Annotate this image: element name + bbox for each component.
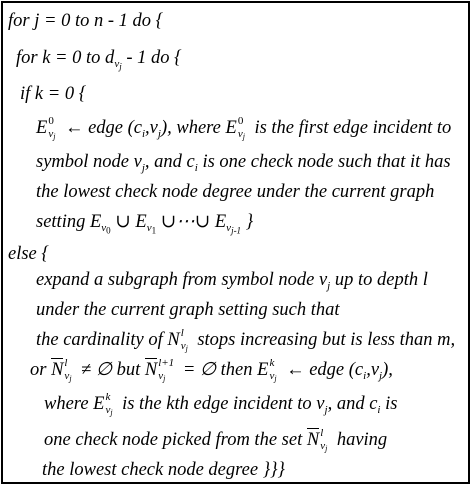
super-sub-stack: l vj bbox=[64, 357, 72, 383]
subscript: i bbox=[194, 161, 198, 174]
line-text: symbol node v bbox=[36, 152, 142, 172]
line-text: under the current graph setting such that bbox=[36, 300, 340, 320]
line-text: , and c bbox=[327, 394, 378, 414]
line-text: - 1 do { bbox=[121, 48, 182, 68]
line-for-j bbox=[8, 10, 163, 32]
line-lowest-degree-end bbox=[42, 459, 285, 481]
super-sub-stack: l+1 vj bbox=[158, 357, 175, 383]
line-text: ), bbox=[382, 360, 393, 380]
line-text: stops increasing but is less than m, bbox=[192, 330, 456, 350]
line-text: or bbox=[30, 360, 52, 380]
line-text: } bbox=[241, 212, 254, 232]
line-text: ≠ ∅ but bbox=[76, 360, 145, 380]
line-text: having bbox=[332, 430, 388, 450]
line-under-setting bbox=[36, 299, 340, 321]
line-text: up to depth l bbox=[330, 270, 428, 290]
subscript: v0 bbox=[101, 221, 111, 236]
line-lowest-degree bbox=[36, 181, 434, 203]
line-text: for k = 0 to d bbox=[16, 48, 115, 68]
algorithm-box bbox=[1, 1, 470, 484]
line-expand-subgraph bbox=[36, 269, 428, 291]
line-if-k bbox=[20, 83, 86, 105]
subscript: i bbox=[141, 127, 146, 140]
line-text: one check node picked from the set bbox=[44, 430, 307, 450]
line-cardinality bbox=[36, 329, 455, 351]
line-text: is bbox=[380, 394, 398, 414]
subscript: i bbox=[377, 403, 381, 416]
line-for-k bbox=[16, 47, 182, 72]
super-sub-stack: l vj bbox=[180, 327, 188, 353]
line-text: for j = 0 to n - 1 do { bbox=[8, 11, 164, 31]
line-text: ∪⋯∪ E bbox=[156, 212, 227, 232]
subscript: j bbox=[327, 279, 331, 292]
line-text: is one check node such that it has bbox=[197, 152, 451, 172]
line-text: setting E bbox=[36, 212, 102, 232]
subscript: j bbox=[379, 369, 383, 382]
super-sub-stack: l vj bbox=[320, 427, 328, 453]
subscript: vj bbox=[114, 57, 122, 72]
line-symbol-node bbox=[36, 151, 451, 173]
subscript: v1 bbox=[146, 221, 157, 236]
super-sub-stack: k vj bbox=[269, 357, 277, 383]
line-text: else { bbox=[8, 244, 49, 264]
super-sub-stack: 0 vj bbox=[237, 115, 245, 141]
super-sub-stack: 0 vj bbox=[48, 115, 56, 141]
line-text: = ∅ then E bbox=[178, 360, 269, 380]
line-text: the lowest check node degree under the current graph bbox=[36, 182, 435, 202]
line-or-condition bbox=[30, 359, 393, 381]
line-text: ∪ E bbox=[110, 212, 147, 232]
math-symbol-overlined: N bbox=[51, 360, 64, 380]
subscript: vj-1 bbox=[226, 221, 242, 236]
line-else bbox=[8, 243, 49, 265]
line-setting bbox=[36, 211, 254, 236]
math-symbol-overlined: N bbox=[306, 430, 320, 450]
line-text: the lowest check node degree }}} bbox=[42, 460, 285, 480]
line-text: is the kth edge incident to v bbox=[117, 394, 325, 414]
line-text: where E bbox=[44, 394, 105, 414]
subscript: j bbox=[324, 403, 328, 416]
line-text: ← edge (c bbox=[281, 360, 364, 380]
line-text: ), where E bbox=[160, 118, 237, 138]
math-symbol: E bbox=[36, 118, 48, 138]
line-text: is the first edge incident to bbox=[249, 118, 452, 138]
line-text: ,v bbox=[366, 360, 380, 380]
subscript: j bbox=[141, 161, 145, 174]
subscript: i bbox=[363, 369, 367, 382]
line-check-node-picked bbox=[44, 429, 387, 451]
line-text: , and c bbox=[144, 152, 195, 172]
subscript: j bbox=[157, 127, 161, 140]
line-edge-assign-first bbox=[36, 117, 451, 139]
line-where-kth-edge bbox=[44, 393, 397, 415]
line-text: expand a subgraph from symbol node v bbox=[36, 270, 328, 290]
line-text: if k = 0 { bbox=[20, 84, 87, 104]
line-text: the cardinality of N bbox=[36, 330, 180, 350]
line-text: ,v bbox=[145, 118, 158, 138]
line-text: ← edge (c bbox=[60, 118, 142, 138]
math-symbol-overlined: N bbox=[144, 360, 158, 380]
super-sub-stack: k vj bbox=[105, 391, 113, 417]
